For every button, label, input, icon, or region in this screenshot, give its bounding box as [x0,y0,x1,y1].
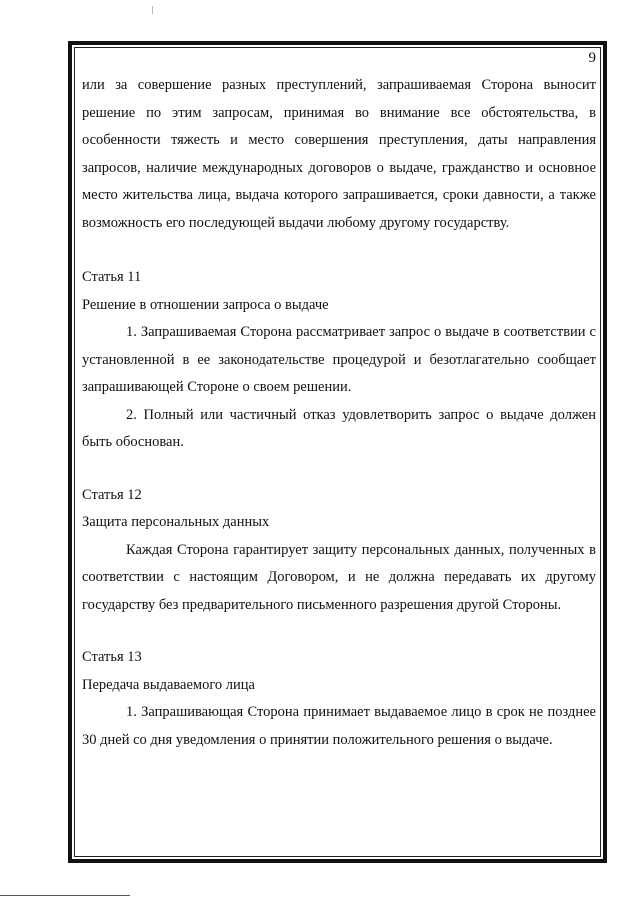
article-number: Статья 13 [82,649,142,665]
spacer [82,619,596,644]
article-title: Передача выдаваемого лица [82,676,255,693]
article-paragraph: 1. Запрашиваемая Сторона рассматривает запрос о выдаче в соответствии с установленной в ее законодательстве процедурой и безотлагательно сообщает запрашивающей Стороне о своем решении. [82,324,596,395]
article-12 [82,482,596,620]
article-title: Решение в отношении запроса о выдаче [82,296,329,313]
article-11 [82,264,596,457]
article-paragraph: 1. Запрашивающая Сторона принимает выдаваемое лицо в срок не позднее 30 дней со дня уведомления о принятии положительного решения о выдаче. [82,704,596,748]
article-13 [82,644,596,754]
article-number: Статья 12 [82,486,142,503]
article-paragraph: 2. Полный или частичный отказ удовлетворить запрос о выдаче должен быть обоснован. [82,406,596,450]
article-paragraph: Каждая Сторона гарантирует защиту персональных данных, полученных в соответствии с настоящим Договором, и не должна передавать их другому государству без предварительного письменного разрешения другой Стороны. [82,541,596,613]
spacer [82,457,596,482]
intro-paragraph: или за совершение разных преступлений, запрашиваемая Сторона выносит решение по этим запросам, принимая во внимание все обстоятельства, в особенности тяжесть и место совершения преступления, даты направления запросов, наличие международных договоров о выдаче, гражданство и основное место жительства лица, выдача которого запрашивается, сроки давности, а также возможность его последующей выдачи любому другому государству. [82,77,596,231]
footer-rule [0,895,130,896]
document-body [82,72,596,754]
article-title: Защита персональных данных [82,514,270,530]
page-number: 9 [588,50,596,66]
article-number: Статья 11 [82,269,142,285]
scan-artifact [152,6,153,14]
spacer [82,237,596,264]
